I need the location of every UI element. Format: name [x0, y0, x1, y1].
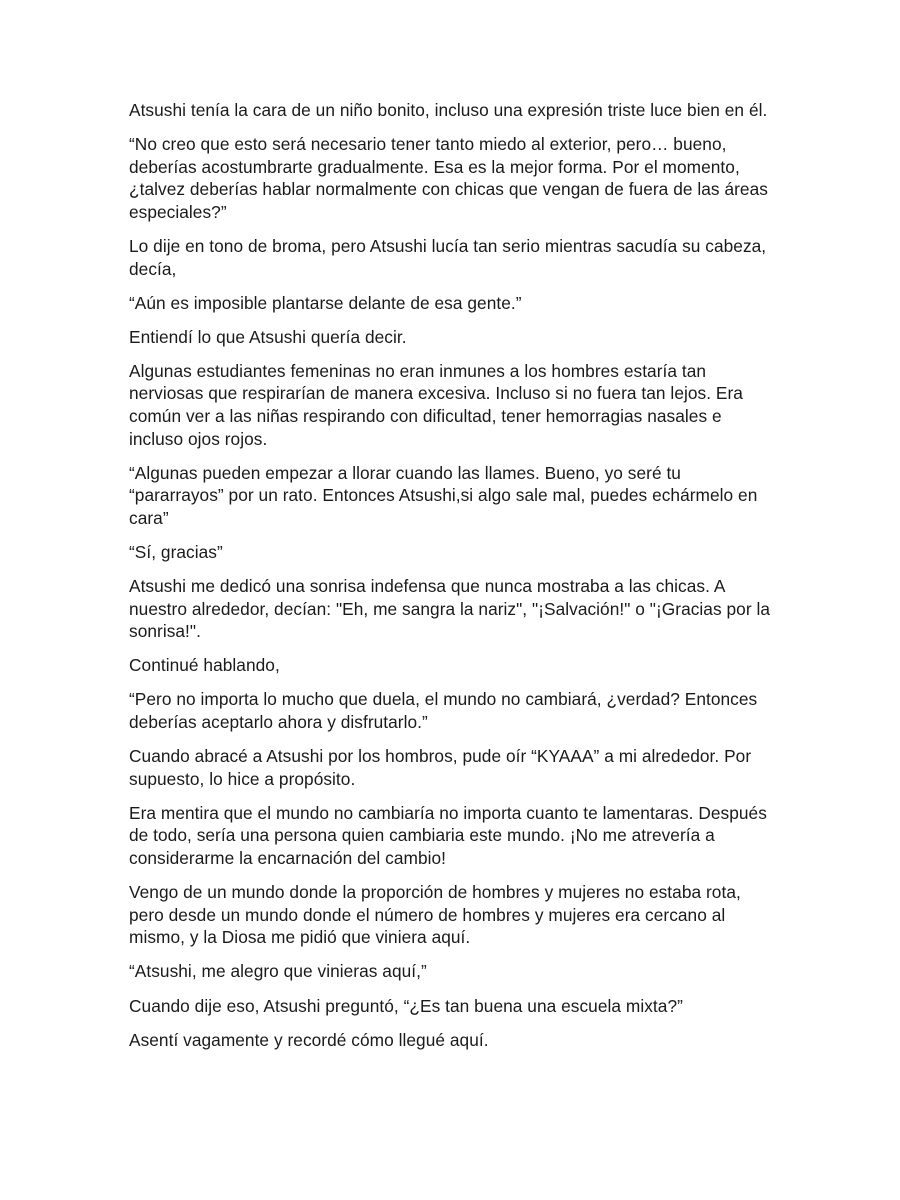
- paragraph-12: Cuando abracé a Atsushi por los hombros, pude oír “KYAAA” a mi alrededor. Por supuesto, lo hice a propósito.: [129, 746, 752, 789]
- document-body: [129, 99, 779, 1063]
- paragraph-14: Vengo de un mundo donde la proporción de hombres y mujeres no estaba rota, pero desde un mundo donde el número de hombres y mujeres era cercano al mismo, y la Diosa me pidió que viniera aquí.: [129, 882, 741, 948]
- paragraph-11: “Pero no importa lo mucho que duela, el mundo no cambiará, ¿verdad? Entonces deberías aceptarlo ahora y disfrutarlo.”: [129, 689, 758, 733]
- paragraph-6: Algunas estudiantes femeninas no eran inmunes a los hombres estaría tan nerviosas que respirarían de manera excesiva. Incluso si no fuera tan lejos. Era común ver a las niñas respirando con dificultad, tener hemorragias nasales e incluso ojos rojos.: [129, 360, 743, 449]
- paragraph-13: Era mentira que el mundo no cambiaría no importa cuanto te lamentaras. Después de todo, sería una persona quien cambiaria este mundo. ¡No me atrevería a considerarme la encarnación del cambio!: [129, 802, 767, 869]
- paragraph-3: Lo dije en tono de broma, pero Atsushi lucía tan serio mientras sacudía su cabeza, decía,: [129, 235, 767, 279]
- paragraph-8: “Sí, gracias”: [129, 542, 223, 562]
- paragraph-9: Atsushi me dedicó una sonrisa indefensa que nunca mostraba a las chicas. A nuestro alrededor, decían: "Eh, me sangra la nariz", "¡Salvación!" o "¡Gracias por la sonrisa!".: [129, 576, 771, 642]
- paragraph-2: “No creo que esto será necesario tener tanto miedo al exterior, pero… bueno, deberías acostumbrarte gradualmente. Esa es la mejor forma. Por el momento, ¿talvez deberías hablar normalmente con chicas que vengan de fuera de las áreas especiales?”: [129, 134, 768, 222]
- paragraph-4: “Aún es imposible plantarse delante de esa gente.”: [129, 292, 522, 313]
- paragraph-7: “Algunas pueden empezar a llorar cuando las llames. Bueno, yo seré tu “pararrayos” por un rato. Entonces Atsushi,si algo sale mal, puedes echármelo en cara”: [129, 462, 758, 528]
- paragraph-17: Asentí vagamente y recordé cómo llegué aquí.: [129, 1029, 489, 1050]
- paragraph-16: Cuando dije eso, Atsushi preguntó, “¿Es tan buena una escuela mixta?”: [129, 995, 683, 1016]
- paragraph-5: Entiendí lo que Atsushi quería decir.: [129, 326, 407, 347]
- paragraph-15: “Atsushi, me alegro que vinieras aquí,”: [129, 961, 427, 982]
- paragraph-10: Continué hablando,: [129, 655, 280, 676]
- paragraph-1: Atsushi tenía la cara de un niño bonito, incluso una expresión triste luce bien en él.: [129, 100, 768, 120]
